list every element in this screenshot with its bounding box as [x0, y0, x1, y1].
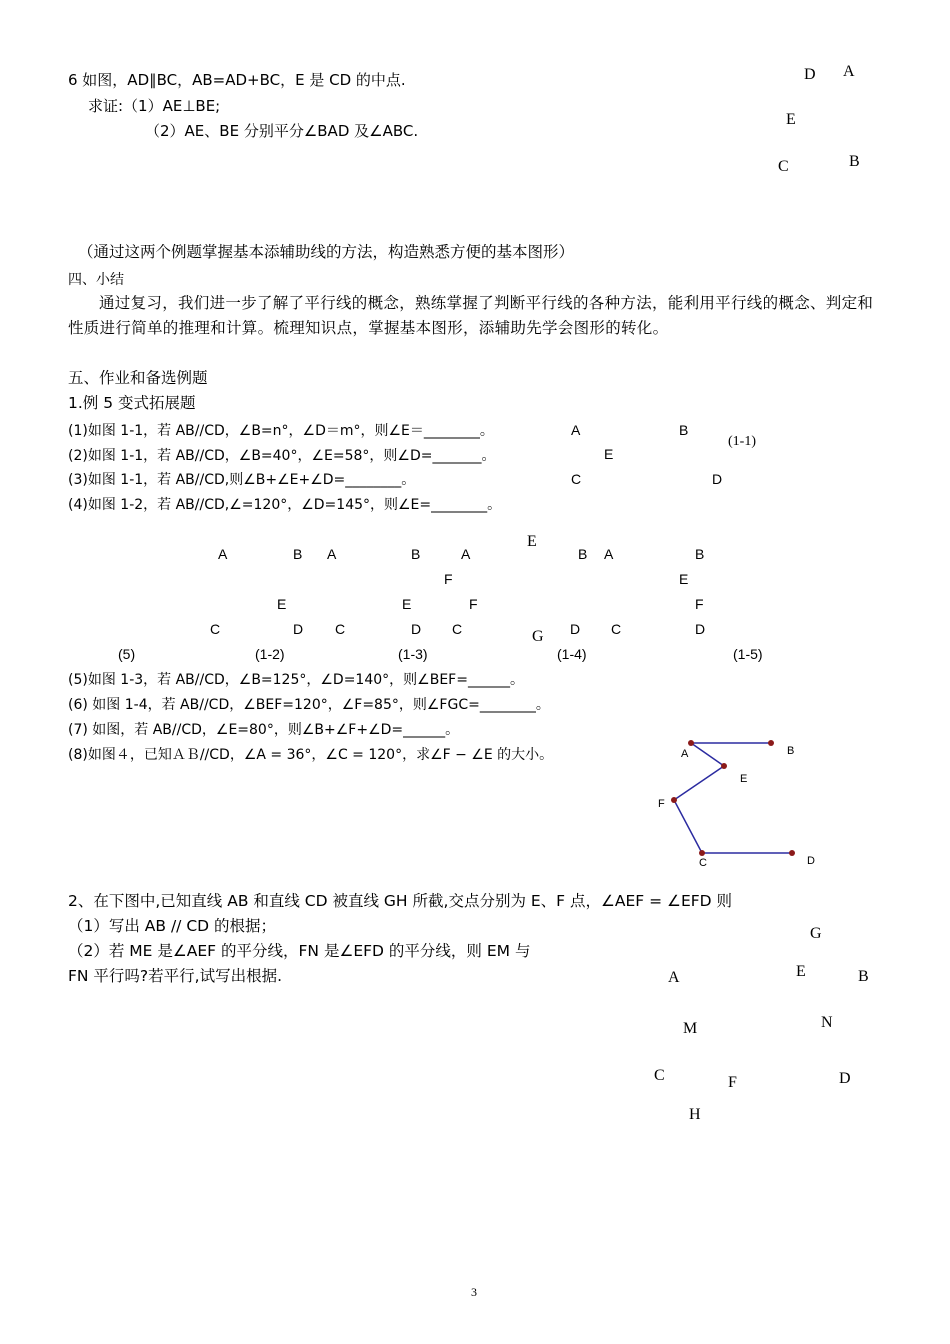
- q2-line4: FN 平行吗?若平行,试写出根据.: [68, 967, 283, 985]
- section4-heading: 四、小结: [68, 272, 124, 288]
- q2-label-e: E: [796, 963, 806, 980]
- q6-line3: （2）AE、BE 分别平分∠BAD 及∠ABC.: [145, 122, 419, 140]
- figrow-g: G: [532, 628, 544, 645]
- fig4-path-a-e-f-c-d: [674, 743, 795, 853]
- fig4-label-d: D: [807, 855, 815, 867]
- q2-label-h: H: [689, 1106, 701, 1123]
- q2-line1: 2、在下图中,已知直线 AB 和直线 CD 被直线 GH 所截,交点分别为 E、F 点，∠AEF = ∠EFD 则: [68, 892, 733, 910]
- q2-label-a: A: [668, 969, 680, 986]
- exercise-item-6: (6) 如图 1-4，若 AB//CD，∠BEF=120°，∠F=85°，则∠FGC=________。: [68, 697, 550, 713]
- page-number: 3: [471, 1285, 477, 1299]
- figrow-f1: F: [444, 571, 453, 587]
- method-note: （通过这两个例题掌握基本添辅助线的方法，构造熟悉方便的基本图形）: [78, 243, 575, 261]
- figrow-caption-5: (5): [118, 646, 136, 662]
- section4-paragraph: 通过复习，我们进一步了解了平行线的概念，熟练掌握了判断平行线的各种方法，能利用平行线的概念、判定和性质进行简单的推理和计算。梳理知识点，掌握基本图形，添辅助先学会图形的转化。: [68, 294, 874, 337]
- figrow-c2: C: [335, 621, 346, 637]
- fig11-label-c: C: [571, 471, 582, 487]
- figrow-b4: B: [695, 546, 705, 562]
- figrow-f2: F: [469, 596, 478, 612]
- fig4-label-a: A: [681, 748, 689, 760]
- figrow-c4: C: [611, 621, 622, 637]
- exercise-item-1: (1)如图 1-1，若 AB//CD，∠B=n°，∠D＝m°，则∠E＝________。: [68, 423, 494, 439]
- fig4-label-c: C: [699, 857, 707, 869]
- q2-label-c: C: [654, 1067, 665, 1084]
- q2-line3: （2）若 ME 是∠AEF 的平分线，FN 是∠EFD 的平分线，则 EM 与: [68, 942, 531, 960]
- fig4-label-e: E: [740, 773, 748, 785]
- figrow-e4: E: [679, 571, 689, 587]
- figrow-caption-12: (1-2): [255, 646, 285, 662]
- figrow-d2: D: [411, 621, 422, 637]
- figrow-b2: B: [411, 546, 421, 562]
- exercise-item-5: (5)如图 1-3，若 AB//CD，∠B=125°，∠D=140°，则∠BEF=______。: [68, 672, 524, 688]
- exercise-item-4: (4)如图 1-2，若 AB//CD,∠=120°，∠D=145°，则∠E=________。: [68, 497, 502, 513]
- figrow-caption-14: (1-4): [557, 646, 587, 662]
- exercise-item-8: (8)如图４，已知ＡＢ//CD，∠A = 36°，∠C = 120°，求∠F − ∠E 的大小。: [68, 747, 554, 763]
- exercise-item-2: (2)如图 1-1，若 AB//CD，∠B=40°，∠E=58°，则∠D=_______。: [68, 448, 496, 464]
- fig11-label-a: A: [571, 422, 581, 438]
- fig4-point-d: [789, 850, 795, 856]
- figrow-b3: B: [578, 546, 588, 562]
- q6-label-d: D: [804, 66, 816, 83]
- figrow-d4: D: [695, 621, 706, 637]
- fig11-label-e: E: [604, 446, 614, 462]
- exercise-item-7: (7) 如图，若 AB//CD，∠E=80°，则∠B+∠F+∠D=______。: [68, 722, 460, 738]
- figrow-a1: A: [218, 546, 228, 562]
- q2-label-n: N: [821, 1014, 833, 1031]
- q2-label-b: B: [858, 968, 869, 985]
- fig4-point-c: [699, 850, 705, 856]
- figrow-top-e: E: [527, 533, 537, 550]
- section5-sub1: 1.例 5 变式拓展题: [68, 394, 196, 412]
- figrow-caption-13: (1-3): [398, 646, 428, 662]
- figrow-e2: E: [402, 596, 412, 612]
- q2-label-g: G: [810, 925, 822, 942]
- figrow-d3: D: [570, 621, 581, 637]
- fig4-label-b: B: [787, 745, 795, 757]
- fig4-point-f: [671, 797, 677, 803]
- q6-label-e: E: [786, 111, 796, 128]
- figrow-c3: C: [452, 621, 463, 637]
- figrow-b1: B: [293, 546, 303, 562]
- q2-label-m: M: [683, 1020, 698, 1037]
- figrow-c1: C: [210, 621, 221, 637]
- fig4-point-a: [688, 740, 694, 746]
- figrow-caption-15: (1-5): [733, 646, 763, 662]
- figrow-a3: A: [461, 546, 471, 562]
- section5-heading: 五、作业和备选例题: [68, 369, 208, 387]
- fig4-point-b: [768, 740, 774, 746]
- q2-line2: （1）写出 AB // CD 的根据；: [68, 917, 277, 935]
- figrow-f4: F: [695, 596, 704, 612]
- figrow-a2: A: [327, 546, 337, 562]
- exercise-item-3: (3)如图 1-1，若 AB//CD,则∠B+∠E+∠D=________。: [68, 472, 416, 488]
- figrow-e1: E: [277, 596, 287, 612]
- q6-label-a: A: [843, 63, 855, 80]
- q6-label-c: C: [778, 158, 789, 175]
- fig11-label-d: D: [712, 471, 723, 487]
- figrow-d1: D: [293, 621, 304, 637]
- figrow-a4: A: [604, 546, 614, 562]
- q2-label-f: F: [728, 1074, 737, 1091]
- q6-label-b: B: [849, 153, 860, 170]
- fig11-caption: (1-1): [728, 434, 756, 449]
- fig11-label-b: B: [679, 422, 689, 438]
- fig4-point-e: [721, 763, 727, 769]
- q6-line1: 6 如图，AD∥BC，AB=AD+BC，E 是 CD 的中点.: [68, 71, 406, 89]
- q2-label-d: D: [839, 1070, 851, 1087]
- fig4-label-f: F: [658, 798, 665, 810]
- q6-line2: 求证:（1）AE⊥BE;: [88, 97, 221, 115]
